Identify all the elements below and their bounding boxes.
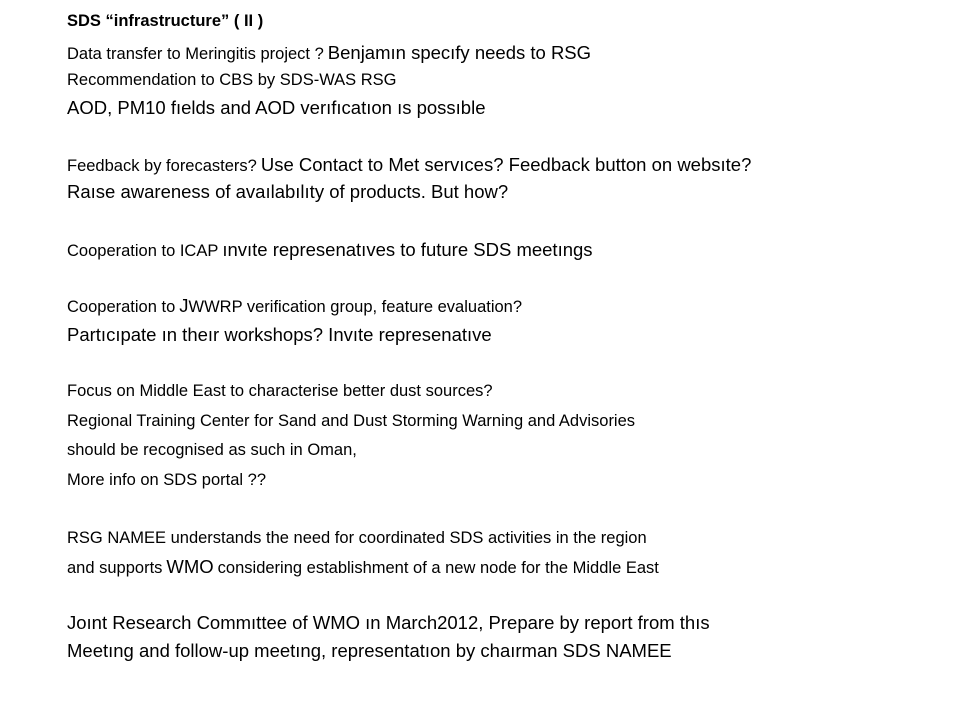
text-segment: Cooperation to ICAP xyxy=(67,242,219,260)
text-line-aod: AOD, PM10 fıelds and AOD verıfıcatıon ıs possıble xyxy=(67,97,486,118)
text-segment: considering establishment of a new node for the Middle East xyxy=(217,559,659,577)
text-segment: Feedback by forecasters? xyxy=(67,157,257,175)
text-segment: ınvıte represenatıves to future SDS meetıngs xyxy=(222,239,593,260)
text-segment: J xyxy=(179,295,189,316)
text-segment: WWRP verification group, feature evaluation? xyxy=(188,298,523,316)
text-line-jwwrp xyxy=(67,297,522,316)
text-segment: Benjamın specıfy needs to RSG xyxy=(327,42,592,63)
text-line-cbs: Recommendation to CBS by SDS-WAS RSG xyxy=(67,71,397,89)
text-line-icap xyxy=(67,241,593,260)
text-line-meningitis xyxy=(67,44,591,63)
text-line-rsg-namee: RSG NAMEE understands the need for coordinated SDS activities in the region xyxy=(67,529,647,547)
text-line-joint-research: Joınt Research Commıttee of WMO ın March2012, Prepare by report from thıs xyxy=(67,612,710,633)
text-line-awareness: Raıse awareness of avaılabılıty of products. But how? xyxy=(67,181,509,202)
text-segment: Data transfer to Meringitis project ? xyxy=(67,45,324,63)
text-line-training-center: Regional Training Center for Sand and Dust Storming Warning and Advisories xyxy=(67,412,636,430)
text-line-middle-east: Focus on Middle East to characterise better dust sources? xyxy=(67,382,493,400)
text-line-feedback xyxy=(67,156,751,175)
text-line-portal: More info on SDS portal ?? xyxy=(67,471,267,489)
text-line-oman: should be recognised as such in Oman, xyxy=(67,441,357,459)
text-segment: and supports xyxy=(67,559,163,577)
text-line-wmo-node xyxy=(67,558,659,577)
text-segment: WMO xyxy=(166,556,214,577)
text-segment: Cooperation to xyxy=(67,298,176,316)
text-line-meeting: Meetıng and follow-up meetıng, representatıon by chaırman SDS NAMEE xyxy=(67,640,672,661)
text-segment: Use Contact to Met servıces? Feedback button on websıte? xyxy=(260,154,752,175)
text-line-workshops: Partıcıpate ın theır workshops? Invıte represenatıve xyxy=(67,324,492,345)
slide-title: SDS “infrastructure” ( II ) xyxy=(67,12,264,30)
